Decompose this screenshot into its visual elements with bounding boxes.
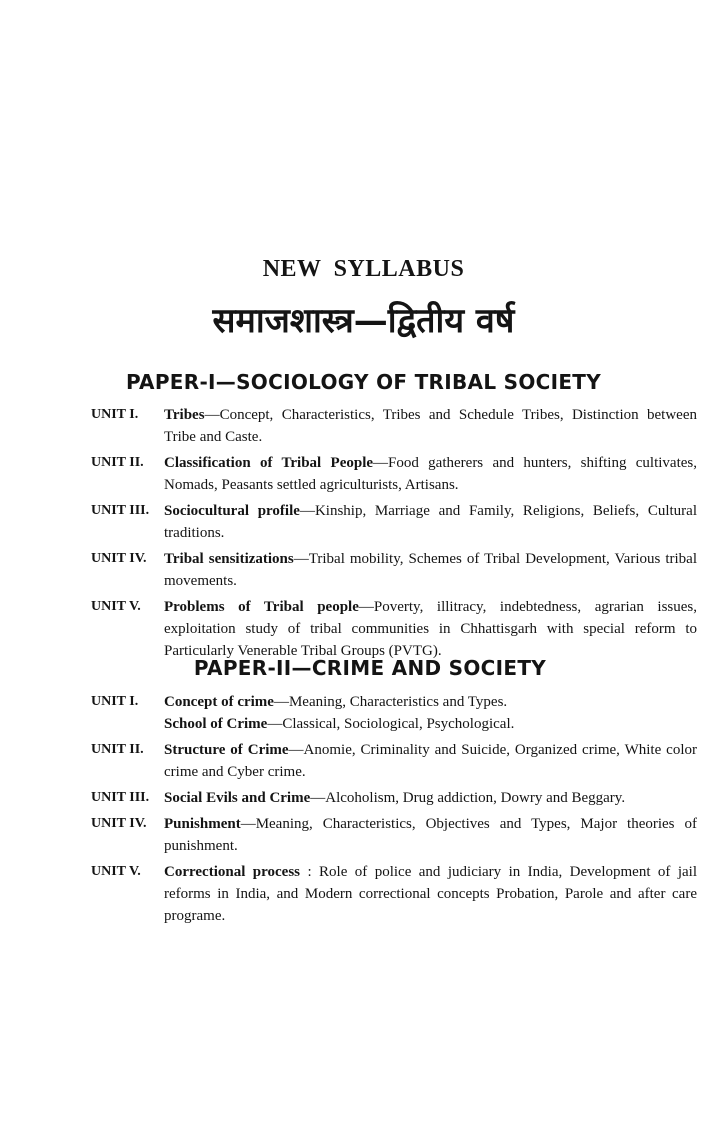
unit-description (164, 452, 697, 496)
unit-topic: School of Crime (164, 716, 268, 732)
unit-row (91, 861, 697, 927)
unit-description (164, 596, 697, 662)
unit-label: UNIT V. (91, 864, 141, 879)
unit-topic: Problems of Tribal people (164, 599, 359, 615)
paper-2-heading: PAPER-II—CRIME AND SOCIETY (193, 656, 547, 680)
unit-topic: Tribes (164, 407, 205, 423)
unit-description (164, 404, 697, 448)
paper-1-units (91, 404, 697, 666)
hindi-subtitle: समाजशास्त्र—द्वितीय वर्ष (212, 301, 515, 341)
unit-label: UNIT IV. (91, 551, 147, 566)
unit-row (91, 787, 697, 809)
unit-row (91, 500, 697, 544)
unit-row (91, 452, 697, 496)
unit-text: —Concept, Characteristics, Tribes and Schedule Tribes, Distinction between Tribe and Caste. (164, 407, 697, 445)
unit-label: UNIT V. (91, 599, 141, 614)
unit-label: UNIT I. (91, 694, 139, 709)
unit-text: —Alcoholism, Drug addiction, Dowry and Beggary. (310, 790, 626, 806)
unit-text: —Poverty, illitracy, indebtedness, agrarian issues, exploitation study of tribal communities in Chhattisgarh with special reform to Particularly Venerable Tribal Groups (PVTG). (164, 599, 697, 659)
unit-row (91, 739, 697, 783)
unit-description (164, 500, 697, 544)
unit-description (164, 548, 697, 592)
unit-topic: Tribal sensitizations (164, 551, 294, 567)
unit-topic: Correctional process (164, 864, 301, 880)
unit-description (164, 813, 697, 857)
unit-label: UNIT I. (91, 407, 139, 422)
unit-label: UNIT III. (91, 503, 150, 518)
unit-topic: Classification of Tribal People (164, 455, 374, 471)
unit-subline (164, 713, 697, 735)
unit-label: UNIT II. (91, 455, 144, 470)
unit-row (91, 548, 697, 592)
unit-text: —Tribal mobility, Schemes of Tribal Development, Various tribal movements. (164, 551, 697, 589)
unit-label: UNIT IV. (91, 816, 147, 831)
unit-text: —Meaning, Characteristics and Types. (273, 694, 508, 710)
page-title: NEW SYLLABUS (262, 256, 465, 282)
unit-label: UNIT II. (91, 742, 144, 757)
unit-row (91, 691, 697, 735)
unit-description (164, 691, 697, 735)
unit-text: —Kinship, Marriage and Family, Religions, Beliefs, Cultural traditions. (164, 503, 698, 541)
unit-text: : Role of police and judiciary in India, Development of jail reforms in India, and Modern correctional concepts Probation, Parole and after care programe. (164, 864, 697, 924)
unit-topic: Sociocultural profile (164, 503, 300, 519)
unit-label: UNIT III. (91, 790, 150, 805)
unit-subline (164, 691, 697, 713)
unit-text: —Anomie, Criminality and Suicide, Organized crime, White color crime and Cyber crime. (164, 742, 697, 780)
paper-2-units (91, 691, 697, 931)
unit-row (91, 813, 697, 857)
unit-topic: Punishment (164, 816, 241, 832)
unit-topic: Social Evils and Crime (164, 790, 311, 806)
unit-description (164, 739, 697, 783)
paper-1-heading: PAPER-I—SOCIOLOGY OF TRIBAL SOCIETY (125, 370, 602, 394)
unit-text: —Classical, Sociological, Psychological. (267, 716, 515, 732)
unit-description (164, 787, 697, 809)
unit-description (164, 861, 697, 927)
unit-text: —Food gatherers and hunters, shifting cultivates, Nomads, Peasants settled agriculturists, Artisans. (164, 455, 697, 493)
unit-text: —Meaning, Characteristics, Objectives and Types, Major theories of punishment. (164, 816, 697, 854)
unit-row (91, 404, 697, 448)
unit-row (91, 596, 697, 662)
unit-topic: Structure of Crime (164, 742, 289, 758)
unit-topic: Concept of crime (164, 694, 274, 710)
